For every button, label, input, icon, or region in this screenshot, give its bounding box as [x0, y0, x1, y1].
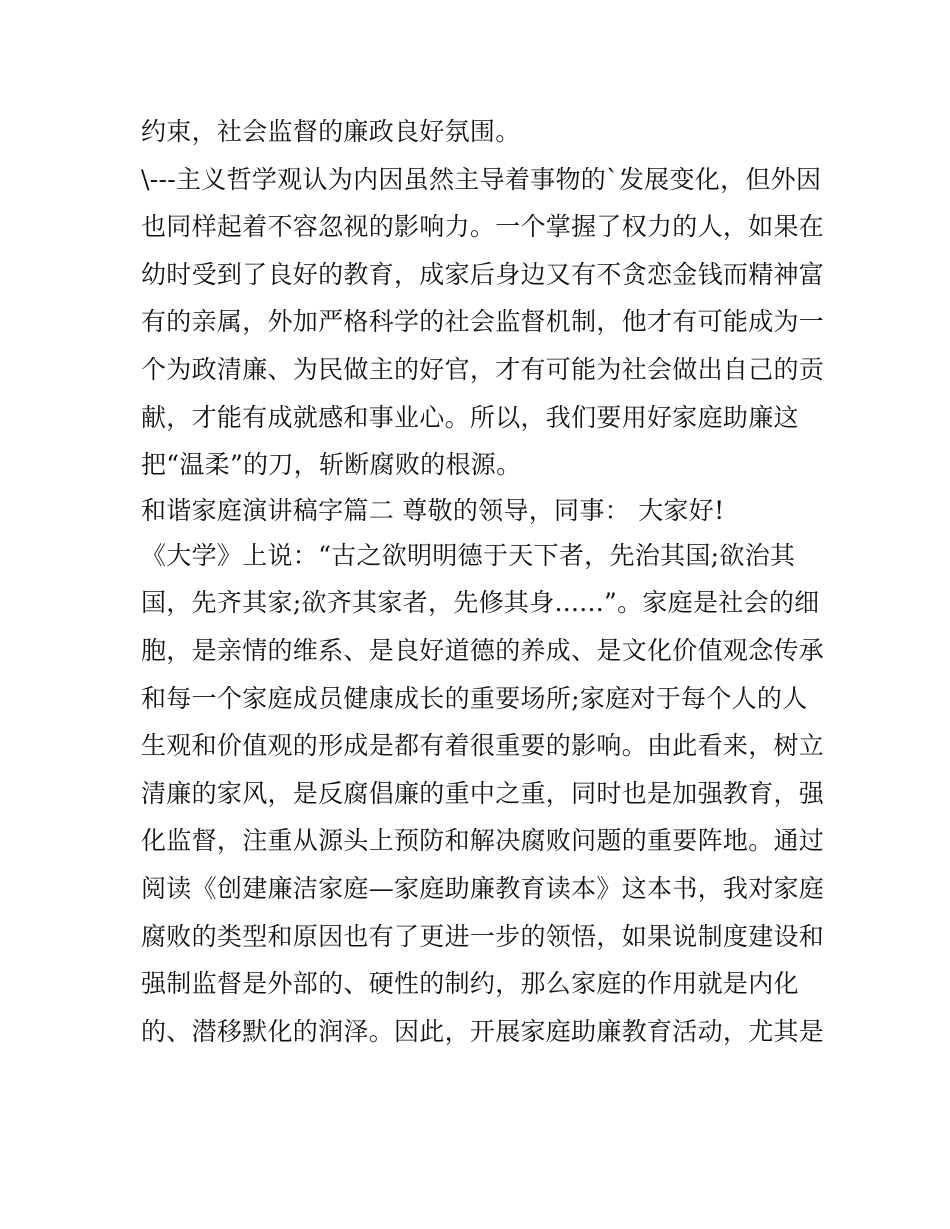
- text-line: 约束，社会监督的廉政良好氛围。: [141, 117, 521, 146]
- document-body: [141, 108, 825, 1055]
- text-line: 清廉的家风，是反腐倡廉的重中之重，同时也是加强教育，强: [141, 778, 825, 808]
- text-line: 国，先齐其家;欲齐其家者，先修其身......”。家庭是社会的细: [141, 588, 820, 618]
- text-line: 的、潜移默化的润泽。因此，开展家庭助廉教育活动，尤其是: [141, 1016, 825, 1046]
- text-line: 生观和价值观的形成是都有着很重要的影响。由此看来，树立: [141, 731, 825, 761]
- text-line: 化监督，注重从源头上预防和解决腐败问题的重要阵地。通过: [141, 826, 825, 856]
- text-line: 个为政清廉、为民做主的好官，才有可能为社会做出自己的贡: [141, 354, 825, 384]
- text-line: 把“温柔”的刀，斩断腐败的根源。: [141, 450, 522, 480]
- text-line: 和每一个家庭成员健康成长的重要场所;家庭对于每个人的人: [141, 683, 808, 713]
- text-line: 腐败的类型和原因也有了更进一步的领悟，如果说制度建设和: [141, 921, 825, 951]
- text-line: 也同样起着不容忽视的影响力。一个掌握了权力的人，如果在: [141, 212, 825, 242]
- text-line: \---主义哲学观认为内因虽然主导着事物的`发展变化，但外因: [141, 164, 822, 194]
- section-heading-line: 和谐家庭演讲稿字篇二 尊敬的领导，同事： 大家好!: [141, 495, 725, 525]
- text-line: 强制监督是外部的、硬性的制约，那么家庭的作用就是内化: [141, 969, 799, 999]
- text-line: 阅读《创建廉洁家庭—家庭助廉教育读本》这本书，我对家庭: [141, 873, 825, 903]
- text-line: 《大学》上说：“古之欲明明德于天下者，先治其国;欲治其: [141, 540, 796, 570]
- text-line: 幼时受到了良好的教育，成家后身边又有不贪恋金钱而精神富: [141, 259, 825, 289]
- text-line: 有的亲属，外加严格科学的社会监督机制，他才有可能成为一: [141, 307, 825, 337]
- text-line: 胞，是亲情的维系、是良好道德的养成、是文化价值观念传承: [141, 635, 825, 665]
- text-line: 献，才能有成就感和事业心。所以，我们要用好家庭助廉这: [141, 402, 799, 432]
